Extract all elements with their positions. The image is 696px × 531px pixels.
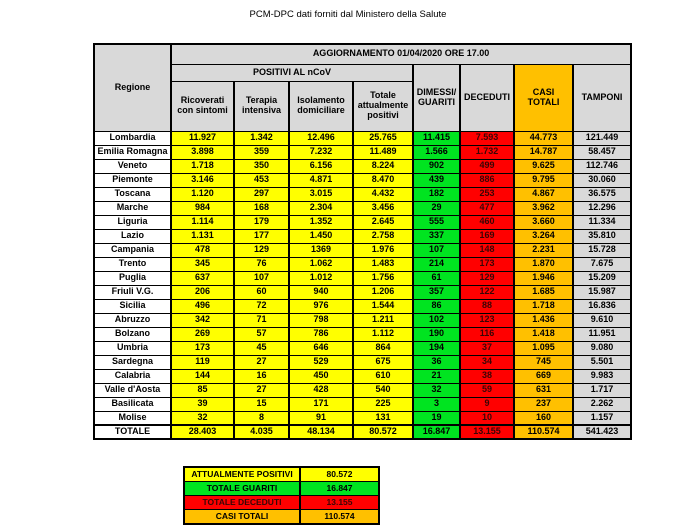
casi-totali-value: 3.962 — [514, 201, 573, 215]
totale-attualmente-positivi-value: 2.645 — [353, 215, 413, 229]
region-name: Veneto — [94, 159, 171, 173]
tamponi-value: 112.746 — [573, 159, 631, 173]
totale-attualmente-positivi-value: 4.432 — [353, 187, 413, 201]
dimessi-guariti-value: 86 — [413, 299, 460, 313]
deceduti-value: 499 — [460, 159, 514, 173]
region-name: Calabria — [94, 369, 171, 383]
isolamento-domiciliare-value: 786 — [289, 327, 353, 341]
region-name: Basilicata — [94, 397, 171, 411]
dimessi-guariti-value: 194 — [413, 341, 460, 355]
table-row — [94, 243, 631, 257]
region-name: Trento — [94, 257, 171, 271]
casi-totali-value: 631 — [514, 383, 573, 397]
summary-label: TOTALE DECEDUTI — [184, 496, 300, 510]
region-name: Sicilia — [94, 299, 171, 313]
casi-totali-value: 745 — [514, 355, 573, 369]
totale-attualmente-positivi-value: 1.544 — [353, 299, 413, 313]
ricoverati-value: 345 — [171, 257, 234, 271]
deceduti-value: 169 — [460, 229, 514, 243]
totale-attualmente-positivi-value: 540 — [353, 383, 413, 397]
covid-data-table — [93, 43, 632, 440]
terapia-intensiva-value: 177 — [234, 229, 289, 243]
dimessi-guariti-value: 3 — [413, 397, 460, 411]
deceduti-value: 123 — [460, 313, 514, 327]
isolamento-domiciliare-value: 1.450 — [289, 229, 353, 243]
table-row — [94, 341, 631, 355]
dimessi-guariti-value: 61 — [413, 271, 460, 285]
region-name: Campania — [94, 243, 171, 257]
ricoverati-value: 342 — [171, 313, 234, 327]
tamponi-value: 541.423 — [573, 425, 631, 439]
region-name: Lombardia — [94, 131, 171, 145]
casi-totali-value: 3.660 — [514, 215, 573, 229]
summary-label: ATTUALMENTE POSITIVI — [184, 467, 300, 482]
ricoverati-value: 3.898 — [171, 145, 234, 159]
tamponi-value: 9.983 — [573, 369, 631, 383]
summary-value: 16.847 — [300, 482, 379, 496]
table-row — [94, 411, 631, 425]
dimessi-guariti-value: 357 — [413, 285, 460, 299]
table-row — [94, 313, 631, 327]
region-name: Abruzzo — [94, 313, 171, 327]
isolamento-domiciliare-value: 646 — [289, 341, 353, 355]
tamponi-value: 58.457 — [573, 145, 631, 159]
casi-totali-value: 14.787 — [514, 145, 573, 159]
dimessi-guariti-value: 102 — [413, 313, 460, 327]
dimessi-guariti-value: 555 — [413, 215, 460, 229]
tamponi-value: 16.836 — [573, 299, 631, 313]
dimessi-guariti-value: 107 — [413, 243, 460, 257]
casi-totali-value: 9.625 — [514, 159, 573, 173]
isolamento-domiciliare-value: 1.062 — [289, 257, 353, 271]
terapia-intensiva-value: 45 — [234, 341, 289, 355]
terapia-intensiva-value: 16 — [234, 369, 289, 383]
isolamento-domiciliare-value: 450 — [289, 369, 353, 383]
table-row — [94, 369, 631, 383]
ricoverati-value: 119 — [171, 355, 234, 369]
tamponi-value: 15.209 — [573, 271, 631, 285]
region-name: Marche — [94, 201, 171, 215]
deceduti-value: 148 — [460, 243, 514, 257]
tamponi-value: 9.080 — [573, 341, 631, 355]
total-label: TOTALE — [94, 425, 171, 439]
dimessi-guariti-value: 214 — [413, 257, 460, 271]
casi-totali-value: 3.264 — [514, 229, 573, 243]
deceduti-value: 38 — [460, 369, 514, 383]
header-ricoverati: Ricoverati con sintomi — [171, 81, 234, 131]
tamponi-value: 121.449 — [573, 131, 631, 145]
ricoverati-value: 984 — [171, 201, 234, 215]
dimessi-guariti-value: 19 — [413, 411, 460, 425]
isolamento-domiciliare-value: 91 — [289, 411, 353, 425]
isolamento-domiciliare-value: 428 — [289, 383, 353, 397]
isolamento-domiciliare-value: 529 — [289, 355, 353, 369]
totale-attualmente-positivi-value: 8.224 — [353, 159, 413, 173]
table-row — [94, 159, 631, 173]
ricoverati-value: 173 — [171, 341, 234, 355]
dimessi-guariti-value: 16.847 — [413, 425, 460, 439]
summary-row — [184, 510, 379, 525]
summary-value: 110.574 — [300, 510, 379, 525]
ricoverati-value: 1.131 — [171, 229, 234, 243]
region-name: Emilia Romagna — [94, 145, 171, 159]
dimessi-guariti-value: 29 — [413, 201, 460, 215]
terapia-intensiva-value: 359 — [234, 145, 289, 159]
header-tamponi: TAMPONI — [573, 64, 631, 131]
dimessi-guariti-value: 11.415 — [413, 131, 460, 145]
isolamento-domiciliare-value: 2.304 — [289, 201, 353, 215]
deceduti-value: 173 — [460, 257, 514, 271]
region-name: Bolzano — [94, 327, 171, 341]
casi-totali-value: 669 — [514, 369, 573, 383]
tamponi-value: 15.987 — [573, 285, 631, 299]
tamponi-value: 30.060 — [573, 173, 631, 187]
summary-table — [183, 466, 380, 525]
tamponi-value: 2.262 — [573, 397, 631, 411]
table-row — [94, 131, 631, 145]
summary-row — [184, 496, 379, 510]
table-row — [94, 173, 631, 187]
terapia-intensiva-value: 179 — [234, 215, 289, 229]
header-isolamento: Isolamento domiciliare — [289, 81, 353, 131]
header-terapia-intensiva: Terapia intensiva — [234, 81, 289, 131]
deceduti-value: 1.732 — [460, 145, 514, 159]
terapia-intensiva-value: 60 — [234, 285, 289, 299]
deceduti-value: 10 — [460, 411, 514, 425]
casi-totali-value: 1.095 — [514, 341, 573, 355]
table-row — [94, 145, 631, 159]
tamponi-value: 5.501 — [573, 355, 631, 369]
terapia-intensiva-value: 27 — [234, 383, 289, 397]
totale-attualmente-positivi-value: 1.211 — [353, 313, 413, 327]
region-name: Friuli V.G. — [94, 285, 171, 299]
isolamento-domiciliare-value: 976 — [289, 299, 353, 313]
table-row — [94, 299, 631, 313]
region-name: Molise — [94, 411, 171, 425]
deceduti-value: 37 — [460, 341, 514, 355]
totale-attualmente-positivi-value: 8.470 — [353, 173, 413, 187]
deceduti-value: 59 — [460, 383, 514, 397]
casi-totali-value: 1.870 — [514, 257, 573, 271]
deceduti-value: 886 — [460, 173, 514, 187]
dimessi-guariti-value: 36 — [413, 355, 460, 369]
totale-attualmente-positivi-value: 3.456 — [353, 201, 413, 215]
isolamento-domiciliare-value: 4.871 — [289, 173, 353, 187]
header-deceduti: DECEDUTI — [460, 64, 514, 131]
dimessi-guariti-value: 21 — [413, 369, 460, 383]
header-dimessi-guariti: DIMESSI/ GUARITI — [413, 64, 460, 131]
region-name: Umbria — [94, 341, 171, 355]
ricoverati-value: 32 — [171, 411, 234, 425]
totale-attualmente-positivi-value: 131 — [353, 411, 413, 425]
summary-row — [184, 467, 379, 482]
header-aggiornamento: AGGIORNAMENTO 01/04/2020 ORE 17.00 — [171, 44, 631, 64]
tamponi-value: 36.575 — [573, 187, 631, 201]
ricoverati-value: 1.114 — [171, 215, 234, 229]
casi-totali-value: 1.946 — [514, 271, 573, 285]
terapia-intensiva-value: 72 — [234, 299, 289, 313]
deceduti-value: 122 — [460, 285, 514, 299]
tamponi-value: 1.157 — [573, 411, 631, 425]
table-row — [94, 285, 631, 299]
region-name: Puglia — [94, 271, 171, 285]
casi-totali-value: 1.418 — [514, 327, 573, 341]
casi-totali-value: 1.718 — [514, 299, 573, 313]
header-regione: Regione — [94, 44, 171, 131]
totale-attualmente-positivi-value: 1.112 — [353, 327, 413, 341]
ricoverati-value: 144 — [171, 369, 234, 383]
isolamento-domiciliare-value: 1.352 — [289, 215, 353, 229]
region-name: Toscana — [94, 187, 171, 201]
ricoverati-value: 28.403 — [171, 425, 234, 439]
casi-totali-value: 1.436 — [514, 313, 573, 327]
deceduti-value: 116 — [460, 327, 514, 341]
terapia-intensiva-value: 297 — [234, 187, 289, 201]
casi-totali-value: 110.574 — [514, 425, 573, 439]
deceduti-value: 9 — [460, 397, 514, 411]
ricoverati-value: 637 — [171, 271, 234, 285]
dimessi-guariti-value: 32 — [413, 383, 460, 397]
totale-attualmente-positivi-value: 11.489 — [353, 145, 413, 159]
isolamento-domiciliare-value: 171 — [289, 397, 353, 411]
deceduti-value: 88 — [460, 299, 514, 313]
table-row — [94, 215, 631, 229]
dimessi-guariti-value: 190 — [413, 327, 460, 341]
tamponi-value: 15.728 — [573, 243, 631, 257]
ricoverati-value: 3.146 — [171, 173, 234, 187]
totale-attualmente-positivi-value: 1.976 — [353, 243, 413, 257]
terapia-intensiva-value: 4.035 — [234, 425, 289, 439]
totale-attualmente-positivi-value: 864 — [353, 341, 413, 355]
page-title: PCM-DPC dati forniti dal Ministero della Salute — [249, 9, 447, 20]
tamponi-value: 1.717 — [573, 383, 631, 397]
table-row — [94, 187, 631, 201]
casi-totali-value: 160 — [514, 411, 573, 425]
isolamento-domiciliare-value: 6.156 — [289, 159, 353, 173]
table-row — [94, 355, 631, 369]
deceduti-value: 34 — [460, 355, 514, 369]
isolamento-domiciliare-value: 48.134 — [289, 425, 353, 439]
table-row — [94, 257, 631, 271]
terapia-intensiva-value: 350 — [234, 159, 289, 173]
terapia-intensiva-value: 57 — [234, 327, 289, 341]
totale-attualmente-positivi-value: 25.765 — [353, 131, 413, 145]
dimessi-guariti-value: 439 — [413, 173, 460, 187]
header-casi-totali: CASI TOTALI — [514, 64, 573, 131]
casi-totali-value: 2.231 — [514, 243, 573, 257]
region-name: Sardegna — [94, 355, 171, 369]
totale-attualmente-positivi-value: 2.758 — [353, 229, 413, 243]
casi-totali-value: 9.795 — [514, 173, 573, 187]
totale-attualmente-positivi-value: 610 — [353, 369, 413, 383]
deceduti-value: 253 — [460, 187, 514, 201]
totale-attualmente-positivi-value: 80.572 — [353, 425, 413, 439]
table-row — [94, 383, 631, 397]
ricoverati-value: 269 — [171, 327, 234, 341]
deceduti-value: 477 — [460, 201, 514, 215]
totale-attualmente-positivi-value: 1.483 — [353, 257, 413, 271]
region-name: Valle d'Aosta — [94, 383, 171, 397]
deceduti-value: 460 — [460, 215, 514, 229]
isolamento-domiciliare-value: 940 — [289, 285, 353, 299]
terapia-intensiva-value: 168 — [234, 201, 289, 215]
terapia-intensiva-value: 76 — [234, 257, 289, 271]
summary-label: TOTALE GUARITI — [184, 482, 300, 496]
dimessi-guariti-value: 337 — [413, 229, 460, 243]
terapia-intensiva-value: 15 — [234, 397, 289, 411]
terapia-intensiva-value: 27 — [234, 355, 289, 369]
totale-attualmente-positivi-value: 225 — [353, 397, 413, 411]
tamponi-value: 35.810 — [573, 229, 631, 243]
ricoverati-value: 39 — [171, 397, 234, 411]
ricoverati-value: 85 — [171, 383, 234, 397]
table-row — [94, 201, 631, 215]
casi-totali-value: 1.685 — [514, 285, 573, 299]
summary-value: 13.155 — [300, 496, 379, 510]
terapia-intensiva-value: 129 — [234, 243, 289, 257]
ricoverati-value: 496 — [171, 299, 234, 313]
casi-totali-value: 237 — [514, 397, 573, 411]
dimessi-guariti-value: 1.566 — [413, 145, 460, 159]
totale-attualmente-positivi-value: 675 — [353, 355, 413, 369]
deceduti-value: 7.593 — [460, 131, 514, 145]
isolamento-domiciliare-value: 1369 — [289, 243, 353, 257]
dimessi-guariti-value: 182 — [413, 187, 460, 201]
casi-totali-value: 44.773 — [514, 131, 573, 145]
isolamento-domiciliare-value: 12.496 — [289, 131, 353, 145]
isolamento-domiciliare-value: 1.012 — [289, 271, 353, 285]
total-row — [94, 425, 631, 439]
table-row — [94, 229, 631, 243]
ricoverati-value: 478 — [171, 243, 234, 257]
ricoverati-value: 11.927 — [171, 131, 234, 145]
summary-row — [184, 482, 379, 496]
terapia-intensiva-value: 1.342 — [234, 131, 289, 145]
tamponi-value: 12.296 — [573, 201, 631, 215]
isolamento-domiciliare-value: 798 — [289, 313, 353, 327]
deceduti-value: 13.155 — [460, 425, 514, 439]
terapia-intensiva-value: 8 — [234, 411, 289, 425]
dimessi-guariti-value: 902 — [413, 159, 460, 173]
summary-label: CASI TOTALI — [184, 510, 300, 525]
region-name: Piemonte — [94, 173, 171, 187]
tamponi-value: 11.951 — [573, 327, 631, 341]
totale-attualmente-positivi-value: 1.206 — [353, 285, 413, 299]
isolamento-domiciliare-value: 3.015 — [289, 187, 353, 201]
table-row — [94, 271, 631, 285]
terapia-intensiva-value: 453 — [234, 173, 289, 187]
terapia-intensiva-value: 71 — [234, 313, 289, 327]
isolamento-domiciliare-value: 7.232 — [289, 145, 353, 159]
tamponi-value: 11.334 — [573, 215, 631, 229]
deceduti-value: 129 — [460, 271, 514, 285]
ricoverati-value: 1.718 — [171, 159, 234, 173]
ricoverati-value: 206 — [171, 285, 234, 299]
casi-totali-value: 4.867 — [514, 187, 573, 201]
ricoverati-value: 1.120 — [171, 187, 234, 201]
region-name: Lazio — [94, 229, 171, 243]
table-row — [94, 397, 631, 411]
summary-value: 80.572 — [300, 467, 379, 482]
header-totale-positivi: Totale attualmente positivi — [353, 81, 413, 131]
terapia-intensiva-value: 107 — [234, 271, 289, 285]
totale-attualmente-positivi-value: 1.756 — [353, 271, 413, 285]
tamponi-value: 9.610 — [573, 313, 631, 327]
tamponi-value: 7.675 — [573, 257, 631, 271]
region-name: Liguria — [94, 215, 171, 229]
table-row — [94, 327, 631, 341]
header-positivi-group: POSITIVI AL nCoV — [171, 64, 413, 81]
